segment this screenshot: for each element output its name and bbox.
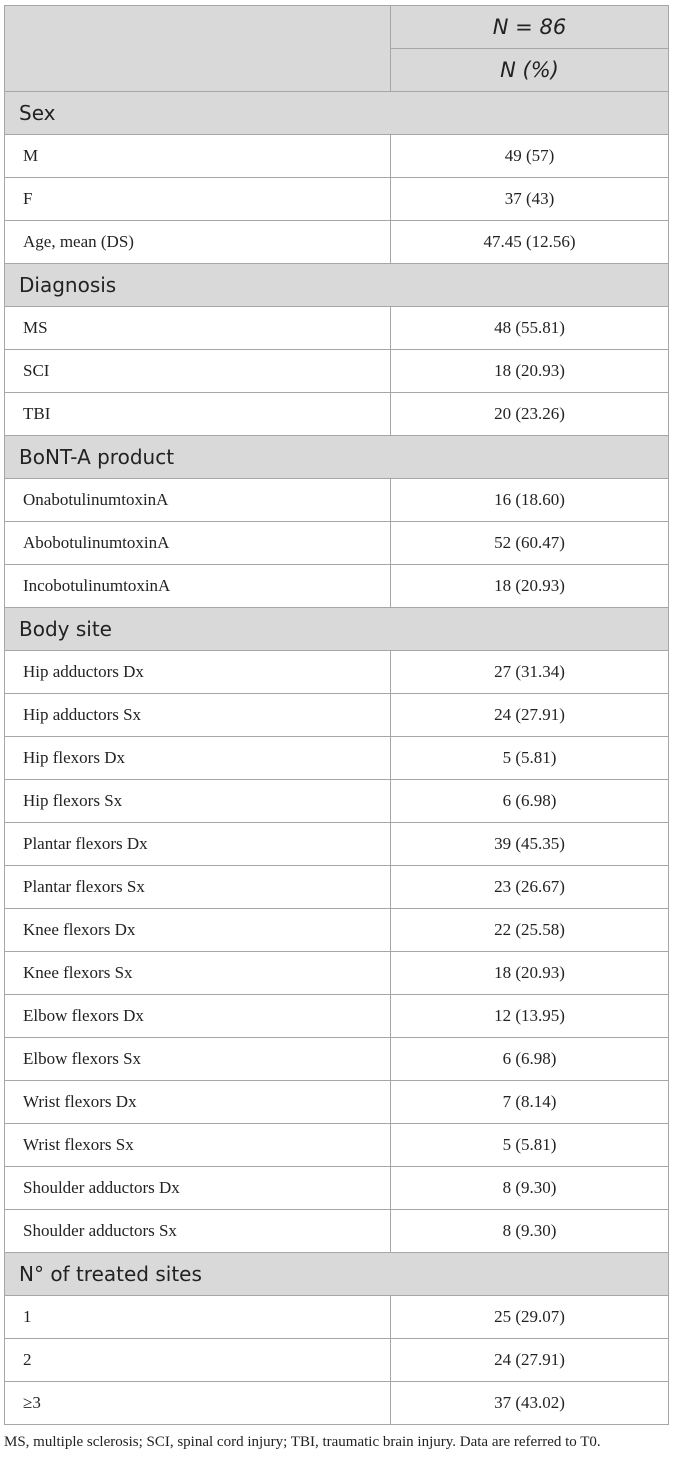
table-row (5, 1038, 669, 1081)
header-n-total: N = 86 (391, 6, 669, 49)
row-value: 16 (18.60) (391, 479, 669, 522)
row-label: Elbow flexors Sx (5, 1038, 391, 1081)
row-label: F (5, 178, 391, 221)
table-body (5, 92, 669, 1425)
table-row (5, 1382, 669, 1425)
row-label: Age, mean (DS) (5, 221, 391, 264)
row-value: 22 (25.58) (391, 909, 669, 952)
row-value: 20 (23.26) (391, 393, 669, 436)
row-label: Plantar flexors Sx (5, 866, 391, 909)
row-value: 18 (20.93) (391, 350, 669, 393)
table-row (5, 1296, 669, 1339)
section-title: N° of treated sites (5, 1253, 669, 1296)
table-row (5, 866, 669, 909)
row-label: ≥3 (5, 1382, 391, 1425)
row-label: Hip adductors Dx (5, 651, 391, 694)
row-value: 25 (29.07) (391, 1296, 669, 1339)
row-value: 24 (27.91) (391, 694, 669, 737)
row-value: 12 (13.95) (391, 995, 669, 1038)
section-title: Diagnosis (5, 264, 669, 307)
row-value: 49 (57) (391, 135, 669, 178)
table-row (5, 393, 669, 436)
row-value: 48 (55.81) (391, 307, 669, 350)
row-label: 1 (5, 1296, 391, 1339)
table-row (5, 1210, 669, 1253)
row-value: 6 (6.98) (391, 1038, 669, 1081)
row-value: 23 (26.67) (391, 866, 669, 909)
table-row (5, 565, 669, 608)
row-label: Hip flexors Dx (5, 737, 391, 780)
row-label: Wrist flexors Sx (5, 1124, 391, 1167)
table-row (5, 135, 669, 178)
row-value: 24 (27.91) (391, 1339, 669, 1382)
section-title: Sex (5, 92, 669, 135)
row-value: 6 (6.98) (391, 780, 669, 823)
table-row (5, 1124, 669, 1167)
table-row (5, 1167, 669, 1210)
row-value: 37 (43.02) (391, 1382, 669, 1425)
table-row (5, 1339, 669, 1382)
row-label: Shoulder adductors Sx (5, 1210, 391, 1253)
row-value: 52 (60.47) (391, 522, 669, 565)
header-n-pct: N (%) (391, 49, 669, 92)
row-label: Wrist flexors Dx (5, 1081, 391, 1124)
row-value: 8 (9.30) (391, 1210, 669, 1253)
table-row (5, 737, 669, 780)
table-row (5, 995, 669, 1038)
section-header-row (5, 92, 669, 135)
row-label: Hip adductors Sx (5, 694, 391, 737)
section-header-row (5, 1253, 669, 1296)
section-title: BoNT-A product (5, 436, 669, 479)
table-row (5, 479, 669, 522)
row-value: 47.45 (12.56) (391, 221, 669, 264)
table-row (5, 909, 669, 952)
row-value: 8 (9.30) (391, 1167, 669, 1210)
row-label: TBI (5, 393, 391, 436)
table-row (5, 350, 669, 393)
header-blank-cell (5, 6, 391, 92)
table-row (5, 780, 669, 823)
row-label: Knee flexors Sx (5, 952, 391, 995)
row-value: 5 (5.81) (391, 737, 669, 780)
row-label: Knee flexors Dx (5, 909, 391, 952)
row-value: 18 (20.93) (391, 952, 669, 995)
row-label: SCI (5, 350, 391, 393)
row-value: 39 (45.35) (391, 823, 669, 866)
table-row (5, 307, 669, 350)
row-label: M (5, 135, 391, 178)
row-value: 5 (5.81) (391, 1124, 669, 1167)
row-label: Plantar flexors Dx (5, 823, 391, 866)
row-label: MS (5, 307, 391, 350)
footnote: MS, multiple sclerosis; SCI, spinal cord injury; TBI, traumatic brain injury. Data are referred to T0. (4, 1434, 601, 1450)
section-header-row (5, 264, 669, 307)
demographics-table (4, 5, 669, 1425)
section-header-row (5, 608, 669, 651)
table-row (5, 221, 669, 264)
row-label: OnabotulinumtoxinA (5, 479, 391, 522)
table-row (5, 1081, 669, 1124)
section-title: Body site (5, 608, 669, 651)
table-row (5, 178, 669, 221)
row-label: AbobotulinumtoxinA (5, 522, 391, 565)
table-row (5, 651, 669, 694)
row-label: 2 (5, 1339, 391, 1382)
row-value: 37 (43) (391, 178, 669, 221)
row-label: Shoulder adductors Dx (5, 1167, 391, 1210)
table-row (5, 694, 669, 737)
table-row (5, 522, 669, 565)
table-row (5, 823, 669, 866)
row-label: Hip flexors Sx (5, 780, 391, 823)
row-label: Elbow flexors Dx (5, 995, 391, 1038)
row-value: 7 (8.14) (391, 1081, 669, 1124)
row-value: 18 (20.93) (391, 565, 669, 608)
row-value: 27 (31.34) (391, 651, 669, 694)
table-row (5, 952, 669, 995)
section-header-row (5, 436, 669, 479)
row-label: IncobotulinumtoxinA (5, 565, 391, 608)
